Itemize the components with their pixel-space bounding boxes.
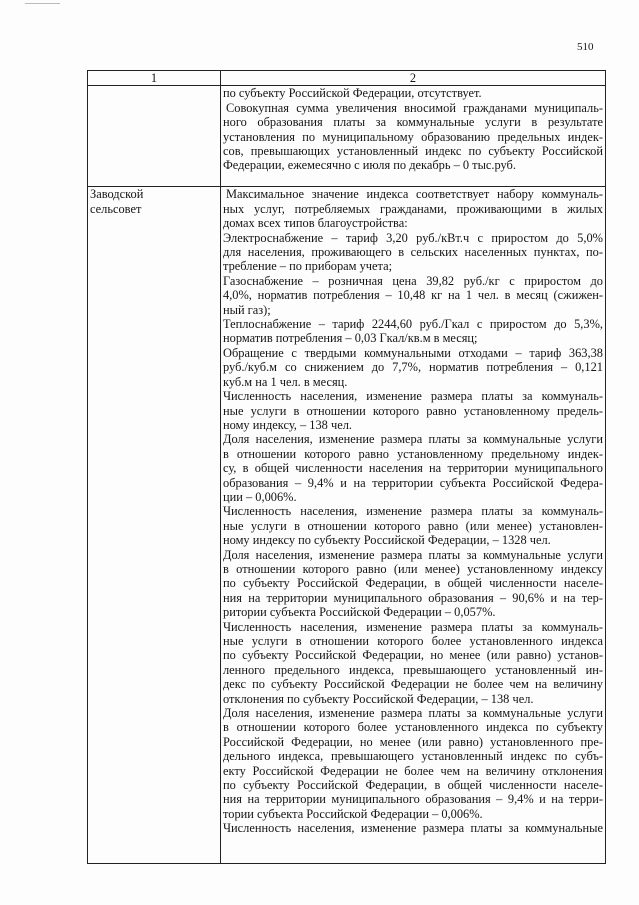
text-line: по субъекту Российской Федерации, но менее (или равно) установ-	[223, 648, 603, 663]
text-line: су, в общей численности населения на территории муниципального	[223, 461, 603, 476]
text-line: ленного предельного индекса, превышающего установленный ин-	[223, 662, 603, 677]
text-line: ных услуг, потребляемых гражданами, проживающими в жилых	[223, 201, 603, 216]
text-line: ный газ);	[223, 302, 271, 317]
description-cell	[221, 86, 606, 187]
text-line: тории субъекта Российской Федерации – 0,006%.	[223, 806, 483, 821]
table-row	[88, 86, 606, 187]
text-line: Газоснабжение – розничная цена 39,82 руб./кг с приростом до	[223, 273, 603, 288]
text-line: Численность населения, изменение размера платы за коммуналь-	[223, 619, 603, 634]
text-line: екту Российской Федерации не более чем на величину отклонения	[223, 763, 603, 778]
text-line: декс по субъекту Российской Федерации не более чем на величину	[223, 677, 603, 692]
text-line: 4,0%, норматив потребления – 10,48 кг на 1 чел. в месяц (сжижен-	[223, 288, 603, 303]
text-line: Российской Федерации, но менее (или равно) установленного пре-	[223, 734, 603, 749]
text-line: по субъекту Российской Федерации, в общей численности населе-	[223, 576, 603, 591]
text-line: по субъекту Российской Федерации, в общей численности населе-	[223, 778, 603, 793]
text-line: требление – по приборам учета;	[223, 259, 393, 274]
text-line: Максимальное значение индекса соответствует набору коммуналь-	[226, 187, 603, 202]
text-line: ния на территории муниципального образования – 9,4% и на терри-	[223, 792, 603, 807]
text-line: Доля населения, изменение размера платы за коммунальные услуги	[223, 547, 603, 562]
text-line: ритории субъекта Российской Федерации – 0,057%.	[223, 605, 496, 620]
text-line: в отношении которого равно установленному предельному индек-	[223, 446, 603, 461]
text-line: Совокупная сумма увеличения вносимой гражданами муниципаль-	[226, 100, 603, 115]
text-line: ные услуги в отношении которого равно установленному предель-	[223, 403, 603, 418]
text-line: отклонения по субъекту Российской Федерации, – 138 чел.	[223, 691, 534, 706]
text-line: ному индексу по субъекту Российской Федерации, – 1328 чел.	[223, 533, 551, 548]
text-line: образования – 9,4% и на территории субъекта Российской Федера-	[223, 475, 603, 490]
text-line: куб.м на 1 чел. в месяц.	[223, 374, 348, 389]
scan-artifact-line	[25, 3, 60, 4]
text-line: Доля населения, изменение размера платы за коммунальные услуги	[223, 432, 603, 447]
table-row	[88, 187, 606, 864]
municipality-cell-empty	[88, 86, 221, 187]
text-line: ные услуги в отношении которого равно (или менее) установлен-	[223, 518, 603, 533]
text-line: установления по муниципальному образованию предельных индек-	[223, 129, 603, 144]
text-line: Численность населения, изменение размера платы за коммуналь-	[223, 504, 603, 519]
text-line: Доля населения, изменение размера платы за коммунальные услуги	[223, 706, 603, 721]
text-line: Электроснабжение – тариф 3,20 руб./кВт.ч с приростом до 5,0%	[223, 230, 603, 245]
page-number: 510	[577, 41, 594, 53]
text-line: для населения, проживающего в сельских населенных пунктах, по-	[223, 245, 603, 260]
text-line: ции – 0,006%.	[223, 489, 297, 504]
text-line: сов, превышающих установленный индекс по субъекту Российской	[223, 144, 603, 159]
text-line: Теплоснабжение – тариф 2244,60 руб./Гкал с приростом до 5,3%,	[223, 317, 603, 332]
text-line: Численность населения, изменение размера платы за коммунальные	[223, 821, 603, 836]
text-line: в отношении которого равно (или менее) установленному индексу	[223, 561, 603, 576]
text-line: по субъекту Российской Федерации, отсутствует.	[223, 86, 482, 101]
municipality-name-line: Заводской	[90, 187, 144, 202]
text-line: Численность населения, изменение размера платы за коммуналь-	[223, 389, 603, 404]
column-header-1: 1	[88, 71, 221, 86]
document-table	[87, 70, 606, 864]
text-line: Федерации, ежемесячно с июля по декабрь – 0 тыс.руб.	[223, 158, 516, 173]
text-line: руб./куб.м со снижением до 7,7%, норматив потребления – 0,121	[223, 360, 603, 375]
column-header-2: 2	[221, 71, 606, 86]
text-line: ному индексу, – 138 чел.	[223, 417, 352, 432]
description-cell	[221, 187, 606, 864]
municipality-name-cell	[88, 187, 221, 864]
text-line: домах всех типов благоустройства:	[223, 216, 408, 231]
text-line: дельного индекса, превышающего установленный индекс по субъ-	[223, 749, 603, 764]
table-header-row	[88, 71, 606, 86]
text-line: ния на территории муниципального образования – 90,6% и на тер-	[223, 590, 603, 605]
text-line: ные услуги в отношении которого более установленного индекса	[223, 634, 603, 648]
municipality-name-line: сельсовет	[90, 201, 142, 216]
text-line: Обращение с твердыми коммунальными отходами – тариф 363,38	[223, 345, 603, 360]
text-line: в отношении которого более установленного индекса по субъекту	[223, 720, 603, 735]
text-line: ного образования платы за коммунальные услуги в результате	[223, 115, 603, 130]
text-line: норматив потребления – 0,03 Гкал/кв.м в месяц;	[223, 331, 478, 346]
